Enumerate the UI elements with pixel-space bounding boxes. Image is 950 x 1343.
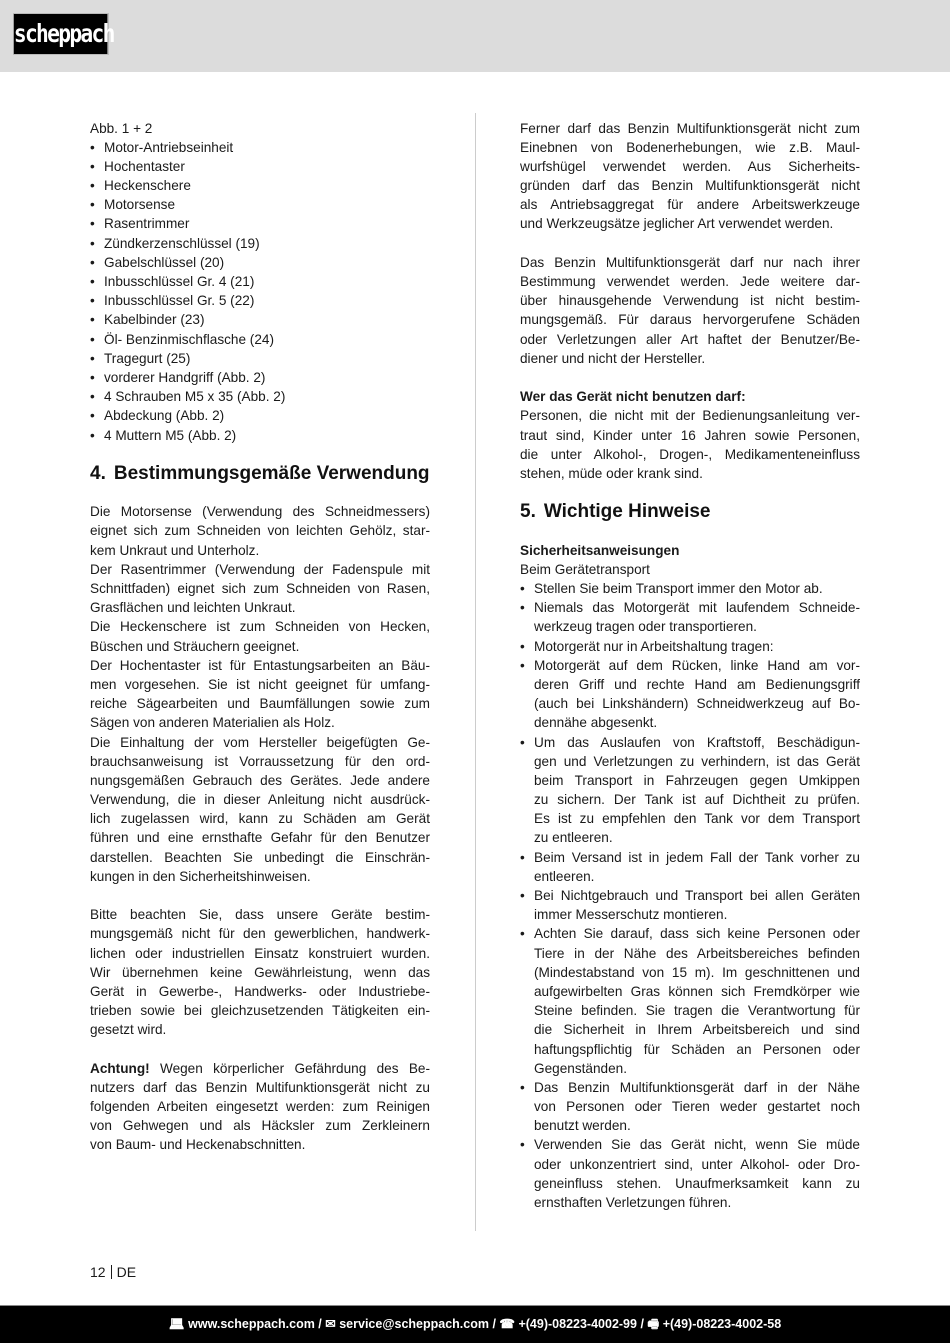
line-text: die Sicherheit in Ihrem Arbeitsbereich und sind — [534, 1022, 860, 1038]
text-line — [90, 694, 430, 713]
bullet-item — [90, 406, 430, 425]
line-text: die unter Alkohol-, Drogen-, Medikamenteneinfluss — [520, 446, 860, 462]
bullet-item — [520, 733, 860, 752]
text-line — [520, 272, 860, 291]
bullet-continuation — [520, 1193, 860, 1212]
section-title: Bestimmungsgemäße Verwendung — [113, 462, 430, 484]
line-text: Motorsense — [104, 197, 176, 213]
line-text: Niemals das Motorgerät mit laufendem Schneide- — [534, 600, 860, 616]
text-line — [90, 790, 430, 809]
bullet-item — [520, 848, 860, 867]
line-text: Heckenschere — [104, 178, 191, 194]
phone-icon: ☎︎ — [499, 1317, 515, 1331]
line-text: zu sichern. Der Tank ist auf Dichtheit zu prüfen. — [534, 792, 860, 808]
section-number: 4. — [90, 462, 106, 484]
column-divider — [475, 113, 476, 1231]
section-heading — [520, 483, 860, 541]
line-text: diener und nicht der Hersteller. — [520, 350, 706, 366]
line-text: Der Rasentrimmer (Verwendung der Fadenspule mit — [90, 561, 430, 577]
line-text: Tragegurt (25) — [104, 350, 191, 366]
line-text: Abb. 1 + 2 — [90, 120, 153, 136]
bullet-continuation — [520, 809, 860, 828]
line-text: Beim Versand ist in jedem Fall der Tank vorher zu — [534, 849, 860, 865]
line-text: Um das Auslaufen von Kraftstoff, Beschädigun- — [534, 734, 860, 750]
fax-number: +(49)-08223-4002-58 — [662, 1317, 782, 1331]
line-text: brauchsanweisung ist Vorraussetzung für den ord- — [90, 753, 430, 769]
bullet-item — [90, 253, 430, 272]
line-text: Grasflächen und leichten Unkraut. — [90, 600, 296, 616]
line-text: Abdeckung (Abb. 2) — [104, 408, 225, 424]
line-text: Das Benzin Multifunktionsgerät darf nur nach ihrer — [520, 254, 860, 270]
line-text: men vorgesehen. Sie ist nicht geeignet für umfang- — [90, 676, 430, 692]
line-text: Motor-Antriebseinheit — [104, 139, 234, 155]
bullet-item — [90, 157, 430, 176]
bullet-item — [520, 1078, 860, 1097]
right-column — [520, 119, 860, 1213]
text-line — [90, 502, 430, 521]
bullet-item — [520, 579, 860, 598]
line-text: Wer das Gerät nicht benutzen darf: — [520, 389, 746, 405]
bullet-continuation — [520, 963, 860, 982]
line-text: entleeren. — [534, 868, 595, 884]
line-text: Wir übernehmen keine Gewährleistung, wenn das — [90, 964, 430, 980]
scheppach-logo: scheppach — [13, 13, 108, 55]
line-text: darstellen. Beachten Sie unbedingt die Einschrän- — [90, 849, 430, 865]
emphasis-label: Achtung! — [90, 1060, 150, 1076]
text-line — [90, 617, 430, 636]
line-text: gründen darf das Benzin Multifunktionsgerät nicht — [520, 178, 860, 194]
line-text: als Antriebsaggregat für andere Arbeitswerkzeuge — [520, 197, 860, 213]
bullet-item — [90, 291, 430, 310]
line-text: zu entleeren. — [534, 830, 613, 846]
line-text: Rasentrimmer — [104, 216, 190, 232]
bullet-continuation — [520, 828, 860, 847]
bullet-item — [90, 138, 430, 157]
bullet-item — [90, 310, 430, 329]
text-line — [90, 1116, 430, 1135]
text-line — [520, 560, 860, 579]
line-text: von Baum- und Heckenabschnitten. — [90, 1137, 306, 1153]
bullet-continuation — [520, 1059, 860, 1078]
line-text: stehen, müde oder krank sind. — [520, 465, 703, 481]
line-text: Stellen Sie beim Transport immer den Motor ab. — [534, 581, 823, 597]
paragraph-gap — [90, 886, 430, 905]
line-text: Gabelschlüssel (20) — [104, 254, 225, 270]
bullet-item — [90, 426, 430, 445]
text-line — [90, 1001, 430, 1020]
bullet-item — [520, 598, 860, 617]
line-text: Sägen von anderen Materialien als Holz. — [90, 715, 335, 731]
text-line — [90, 924, 430, 943]
paragraph-gap — [520, 234, 860, 253]
text-line — [520, 291, 860, 310]
text-line — [90, 637, 430, 656]
line-text: Bei Nichtgebrauch und Transport bei allen Geräten — [534, 888, 860, 904]
text-line — [520, 176, 860, 195]
bullet-continuation — [520, 1097, 860, 1116]
separator: / — [488, 1317, 500, 1331]
line-text: oder Verletzungen aller Art haftet der Benutzer/Be- — [520, 331, 860, 347]
line-text: ernsthaften Verletzungen führen. — [534, 1195, 732, 1211]
bullet-continuation — [520, 617, 860, 636]
bullet-item — [520, 656, 860, 675]
section-title: Wichtige Hinweise — [543, 501, 711, 523]
line-text: werkzeug tragen oder transportieren. — [534, 619, 757, 635]
text-line — [90, 560, 430, 579]
bullet-continuation — [520, 905, 860, 924]
bullet-item — [90, 195, 430, 214]
line-text: aufgewirbelten Gras können sich Fremdkörper wie — [534, 983, 860, 999]
line-text: Das Benzin Multifunktionsgerät darf in der Nähe — [534, 1079, 860, 1095]
section-number: 5. — [520, 501, 536, 523]
bullet-continuation — [520, 982, 860, 1001]
line-text: über hinausgehende Verwendung ist nicht bestim- — [520, 293, 860, 309]
separator: / — [314, 1317, 326, 1331]
line-text: Achten Sie darauf, dass sich keine Personen oder — [534, 926, 860, 942]
text-line — [90, 752, 430, 771]
line-text: Verwendung, die in dieser Anleitung nicht ausdrück- — [90, 792, 430, 808]
bullet-continuation — [520, 1174, 860, 1193]
text-line — [90, 963, 430, 982]
line-text: Zündkerzenschlüssel (19) — [104, 235, 260, 251]
line-text: (Mindestabstand von 15 m). Im geschnittenen und — [534, 964, 860, 980]
line-text: Verwenden Sie das Gerät nicht, wenn Sie müde — [534, 1137, 860, 1153]
line-text: Die Heckenschere ist zum Schneiden von Hecken, — [90, 619, 430, 635]
line-text: kungen in den Sicherheitshinweisen. — [90, 868, 311, 884]
line-text: Steine befinden. Sie tragen die Verantwortung für — [534, 1003, 860, 1019]
text-line — [90, 598, 430, 617]
phone-number: +(49)-08223-4002-99 — [518, 1317, 637, 1331]
bullet-item — [90, 349, 430, 368]
line-text: kem Unkraut und Unterholz. — [90, 542, 260, 558]
bullet-continuation — [520, 752, 860, 771]
line-text: Büschen und Sträuchern geeignet. — [90, 638, 300, 654]
line-text: 4 Muttern M5 (Abb. 2) — [104, 427, 237, 443]
text-line — [90, 771, 430, 790]
computer-icon: 💻︎ — [168, 1317, 185, 1331]
line-text: Inbusschlüssel Gr. 5 (22) — [104, 293, 255, 309]
bullet-continuation — [520, 771, 860, 790]
bullet-item — [90, 176, 430, 195]
bullet-item — [520, 924, 860, 943]
line-text: Gegenständen. — [534, 1060, 627, 1076]
bullet-continuation — [520, 1020, 860, 1039]
line-text: von Personen oder Tieren weder gestartet noch — [534, 1099, 860, 1115]
paragraph-gap — [520, 368, 860, 387]
website-link[interactable]: www.scheppach.com — [188, 1317, 315, 1331]
line-text: reiche Sägearbeiten und Baumfällungen sowie zum — [90, 696, 430, 712]
bullet-item — [90, 387, 430, 406]
text-line — [90, 1078, 430, 1097]
text-line — [90, 579, 430, 598]
line-text: und Werkzeugsätze jeglicher Art verwendet werden. — [520, 216, 834, 232]
text-line — [90, 944, 430, 963]
text-line — [90, 1059, 430, 1078]
bullet-continuation — [520, 1116, 860, 1135]
text-line — [520, 464, 860, 483]
text-line — [90, 713, 430, 732]
page-header — [0, 0, 950, 72]
line-text: Einebnen von Bodenerhebungen, wie z.B. Maul- — [520, 139, 860, 155]
text-line — [90, 905, 430, 924]
line-text: Wegen körperlicher Gefährdung des Be- — [149, 1060, 430, 1076]
text-line — [90, 1020, 430, 1039]
line-text: immer Messerschutz montieren. — [534, 907, 728, 923]
bullet-item — [90, 272, 430, 291]
line-text: Kabelbinder (23) — [104, 312, 205, 328]
text-line — [90, 541, 430, 560]
line-text: trieben sowie bei gleichzusetzenden Tätigkeiten ein- — [90, 1003, 430, 1019]
section-heading — [90, 445, 430, 503]
line-text: Ferner darf das Benzin Multifunktionsgerät nicht zum — [520, 120, 860, 136]
separator: / — [636, 1317, 648, 1331]
bullet-item — [90, 234, 430, 253]
bullet-continuation — [520, 694, 860, 713]
contact-footer — [0, 1305, 950, 1343]
bullet-continuation — [520, 944, 860, 963]
line-text: Sicherheitsanweisungen — [520, 542, 680, 558]
line-text: Gerät in Gewerbe-, Handwerks- oder Industriebe- — [90, 983, 430, 999]
line-text: 4 Schrauben M5 x 35 (Abb. 2) — [104, 389, 286, 405]
line-text: lich zugelassen wird, kann zu Schäden am Gerät — [90, 811, 430, 827]
line-text: Schnittfaden) eignet sich zum Schneiden von Rasen, — [90, 581, 430, 597]
bullet-continuation — [520, 1001, 860, 1020]
line-text: folgenden Arbeiten eingesetzt werden: zum Reinigen — [90, 1099, 430, 1115]
line-text: beim Transport in Fahrzeugen gegen Umkippen — [534, 772, 860, 788]
subheading — [520, 387, 860, 406]
bullet-item — [90, 368, 430, 387]
line-text: nungsgemäßen Gebrauch des Gerätes. Jede andere — [90, 772, 430, 788]
line-text: eignet sich zum Schneiden von leichten Gehölz, star- — [90, 523, 430, 539]
line-text: Motorgerät auf dem Rücken, linke Hand am vor- — [534, 657, 860, 673]
line-text: Motorgerät nur in Arbeitshaltung tragen: — [534, 638, 774, 654]
bullet-continuation — [520, 790, 860, 809]
email-link[interactable]: service@scheppach.com — [339, 1317, 489, 1331]
text-line — [520, 157, 860, 176]
line-text: Bestimmung verwendet werden. Jede weitere dar- — [520, 274, 860, 289]
text-line — [520, 195, 860, 214]
page-number-value: 12 — [90, 1264, 106, 1280]
text-line — [520, 349, 860, 368]
text-line — [520, 310, 860, 329]
separator — [111, 1265, 112, 1279]
text-line — [90, 733, 430, 752]
bullet-item — [520, 637, 860, 656]
line-text: (auch bei Linkshändern) Schneidwerkzeug auf Bo- — [534, 696, 860, 712]
envelope-icon: ✉︎ — [325, 1317, 336, 1331]
text-line — [520, 330, 860, 349]
text-line — [520, 214, 860, 233]
line-text: führen und eine ernsthafte Gefahr für den Benutzer — [90, 830, 430, 846]
text-line — [520, 426, 860, 445]
bullet-item — [520, 1135, 860, 1154]
text-line — [520, 253, 860, 272]
line-text: wurfshügel verwendet werden. Aus Sicherheits- — [520, 158, 860, 174]
fax-icon: 🖷︎ — [647, 1317, 660, 1331]
line-text: lichen oder industriellen Einsatz konstruiert wurden. — [90, 945, 430, 961]
line-text: Die Einhaltung der vom Hersteller beigefügten Ge- — [90, 734, 430, 750]
line-text: haftungspflichtig für Schäden an Personen oder — [534, 1041, 860, 1057]
line-text: Bitte beachten Sie, dass unsere Geräte bestim- — [90, 907, 430, 923]
text-line — [90, 809, 430, 828]
text-line — [520, 445, 860, 464]
line-text: oder unkonzentriert sind, unter Alkohol- oder Dro- — [534, 1156, 860, 1172]
text-line — [90, 828, 430, 847]
text-line — [90, 1135, 430, 1154]
line-text: Beim Gerätetransport — [520, 561, 650, 577]
text-line — [520, 119, 860, 138]
line-text: von Gehwegen und als Häcksler zum Zerkleinern — [90, 1118, 430, 1134]
text-line — [90, 1097, 430, 1116]
bullet-continuation — [520, 867, 860, 886]
line-text: mungsgemäß nicht für den gewerblichen, handwerk- — [90, 926, 430, 942]
line-text: Hochentaster — [104, 158, 185, 174]
bullet-item — [90, 214, 430, 233]
line-text: deren Griff und rechte Hand am Bedienungsgriff — [534, 676, 860, 692]
line-text: Personen, die nicht mit der Bedienungsanleitung ver- — [520, 408, 860, 424]
line-text: gesetzt wird. — [90, 1022, 167, 1038]
text-line — [520, 406, 860, 425]
bullet-continuation — [520, 1155, 860, 1174]
bullet-continuation — [520, 1040, 860, 1059]
line-text: geneinfluss stehen. Unaufmerksamkeit kann zu — [534, 1175, 860, 1191]
line-text: benutzt werden. — [534, 1118, 631, 1134]
line-text: gen und Verletzungen zu verhindern, ist das Gerät — [534, 753, 860, 769]
line-text: Es ist zu empfehlen den Tank vor dem Transport — [534, 811, 860, 827]
bullet-item — [90, 330, 430, 349]
line-text: Die Motorsense (Verwendung des Schneidmessers) — [90, 504, 430, 520]
line-text: nutzers darf das Benzin Multifunktionsgerät nicht zu — [90, 1079, 430, 1095]
bullet-continuation — [520, 713, 860, 732]
bullet-item — [520, 886, 860, 905]
left-column — [90, 119, 430, 1155]
text-line — [90, 675, 430, 694]
line-text: Tiere in der Nähe des Arbeitsbereiches befinden — [534, 945, 860, 961]
text-line — [90, 656, 430, 675]
line-text: traut sind, Kinder unter 16 Jahren sowie Personen, — [520, 427, 860, 443]
line-text: vorderer Handgriff (Abb. 2) — [104, 369, 266, 385]
text-line — [90, 521, 430, 540]
line-text: Inbusschlüssel Gr. 4 (21) — [104, 274, 255, 289]
line-text: Öl- Benzinmischflasche (24) — [104, 331, 274, 347]
line-text: Der Hochentaster ist für Entastungsarbeiten an Bäu- — [90, 657, 430, 673]
line-text: mungsgemäß. Für daraus hervorgerufene Schäden — [520, 312, 860, 328]
paragraph-gap — [90, 1040, 430, 1059]
bullet-continuation — [520, 675, 860, 694]
text-line — [90, 119, 430, 138]
text-line — [90, 867, 430, 886]
page-number — [90, 1264, 136, 1280]
text-line — [90, 982, 430, 1001]
text-line — [520, 138, 860, 157]
text-line — [90, 848, 430, 867]
language-code: DE — [116, 1264, 137, 1280]
line-text: dennähe abgesenkt. — [534, 715, 658, 731]
subheading — [520, 541, 860, 560]
